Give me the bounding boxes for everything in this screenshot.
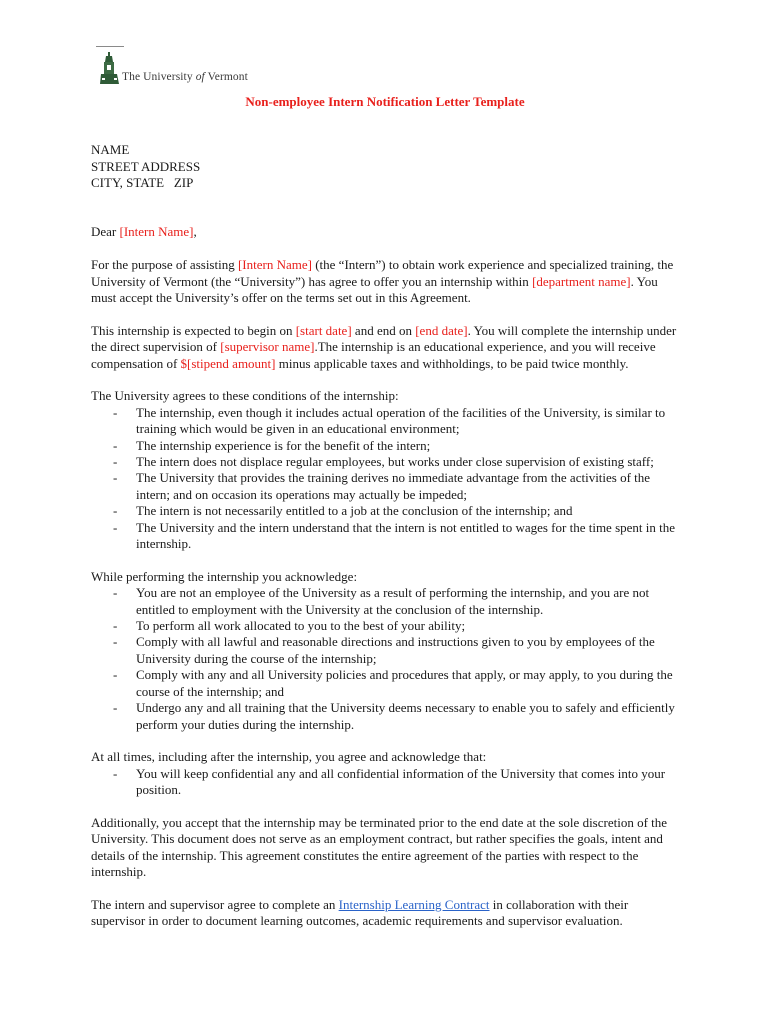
learning-contract-link[interactable]: Internship Learning Contract [338, 896, 490, 912]
logo-text-suffix: Vermont [204, 71, 248, 83]
contract-text-b: in collaboration with their supervisor in order to document learning outcomes, academic requirements and supervisor evaluation. [91, 896, 629, 929]
list-item: - The University that provides the training derives no immediate advantage from the activities of the intern; and on occasion its operations may actually be impeded; [91, 470, 681, 503]
tower-icon [100, 52, 120, 84]
university-name [122, 71, 248, 83]
logo-text-of: of [195, 71, 205, 83]
placeholder-start-date: [start date] [295, 322, 352, 338]
list-item: - Comply with all lawful and reasonable directions and instructions given to you by employees of the University during the course of the internship; [91, 634, 681, 667]
contract-paragraph [91, 897, 681, 930]
letter-body [91, 126, 681, 946]
alltimes-intro: At all times, including after the internship, you agree and acknowledge that: [91, 749, 487, 765]
contract-text-a: The intern and supervisor agree to complete an [91, 896, 339, 912]
address-name: NAME [91, 142, 130, 158]
logo-text-prefix: The University [122, 71, 196, 83]
placeholder-supervisor: [supervisor name] [220, 339, 315, 355]
greeting-dear: Dear [91, 224, 120, 240]
placeholder-intern-name: [Intern Name] [237, 257, 312, 273]
list-item: - The internship, even though it includes actual operation of the facilities of the University, is similar to training which would be given in an educational environment; [91, 405, 681, 438]
list-item: - The intern is not necessarily entitled to a job at the conclusion of the internship; and [91, 503, 681, 519]
termination-paragraph: Additionally, you accept that the internship may be terminated prior to the end date at the sole discretion of the University. This document does not serve as an employment contract, but rather specifies the goals, intent and details of the internship. This agreement constitutes the entire agreement of the parties with respect to the internship. [91, 814, 668, 880]
placeholder-department: [department name] [532, 273, 631, 289]
logo-rule [96, 46, 124, 47]
terms-text-b: and end on [351, 322, 416, 338]
conditions-intro: The University agrees to these conditions of the internship: [91, 388, 399, 404]
letter-title: Non-employee Intern Notification Letter Template [245, 94, 525, 109]
greeting-intern-name: [Intern Name] [119, 224, 194, 240]
terms-text-d: .The internship is an educational experience, and you will receive compensation of [91, 339, 656, 371]
alltimes-list [91, 766, 681, 799]
list-item: - The intern does not displace regular employees, but works under close supervision of existing staff; [91, 454, 681, 470]
greeting [91, 224, 681, 240]
list-item: - The internship experience is for the benefit of the intern; [91, 438, 681, 454]
terms-paragraph [91, 323, 681, 372]
list-item: - You are not an employee of the University as a result of performing the internship, and you are not entitled to employment with the University at the conclusion of the internship. [91, 585, 681, 618]
purpose-text-a: For the purpose of assisting [91, 257, 238, 273]
list-item: - You will keep confidential any and all confidential information of the University that comes into your position. [91, 766, 681, 799]
greeting-comma: , [193, 224, 197, 240]
placeholder-end-date: [end date] [415, 322, 468, 338]
acknowledge-list [91, 585, 681, 733]
purpose-text-b: (the “Intern”) to obtain work experience and specialized training, the University of Vermont (the “University”) has agree to offer you an internship within [91, 257, 674, 289]
terms-text-a: This internship is expected to begin on [91, 322, 296, 338]
purpose-paragraph [91, 257, 681, 306]
address-street: STREET ADDRESS [91, 158, 201, 174]
list-item: - To perform all work allocated to you to the best of your ability; [91, 618, 681, 634]
list-item: - The University and the intern understand that the intern is not entitled to wages for the time spent in the internship. [91, 520, 681, 553]
address-city-state-zip: CITY, STATE ZIP [91, 175, 194, 191]
terms-text-e: minus applicable taxes and withholdings, to be paid twice monthly. [275, 355, 629, 371]
list-item: - Comply with any and all University policies and procedures that apply, or may apply, to you during the course of the internship; and [91, 667, 681, 700]
placeholder-stipend: $[stipend amount] [180, 355, 276, 371]
uvm-logo [96, 46, 256, 86]
acknowledge-intro: While performing the internship you acknowledge: [91, 568, 358, 584]
purpose-text-c: . You must accept the University’s offer on the terms set out in this Agreement. [91, 273, 658, 305]
conditions-list [91, 405, 681, 553]
terms-text-c: . You will complete the internship under the direct supervision of [91, 322, 677, 355]
list-item: - Undergo any and all training that the University deems necessary to enable you to safely and efficiently perform your duties during the internship. [91, 700, 681, 733]
